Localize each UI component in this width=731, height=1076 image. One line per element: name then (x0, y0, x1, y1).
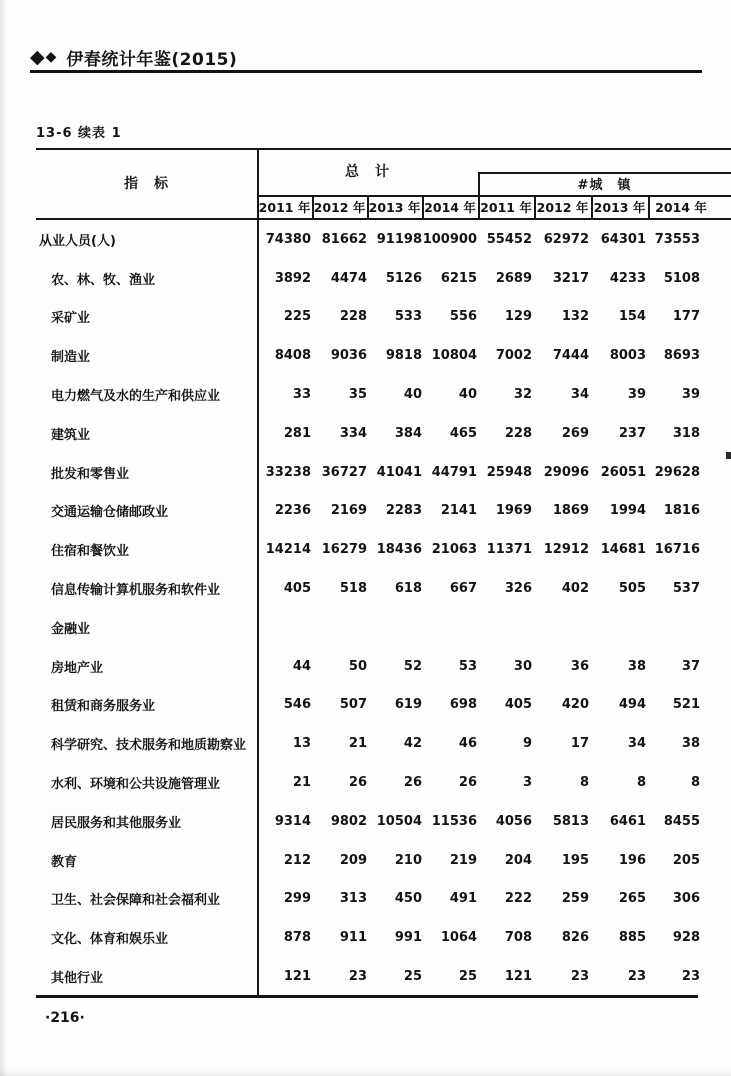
year-header-cell: 2011 年 (480, 199, 532, 215)
value-cell: 40 (403, 387, 422, 403)
row-label-cell: 租赁和商务服务业 (51, 699, 156, 715)
value-cell: 23 (348, 969, 367, 985)
value-cell: 81662 (321, 231, 367, 247)
value-cell: 35 (348, 387, 367, 403)
row-label-cell: 科学研究、技术服务和地质勘察业 (51, 738, 247, 754)
value-cell: 1969 (495, 503, 532, 519)
row-label-cell: 文化、体育和娱乐业 (51, 932, 169, 948)
value-cell: 36727 (321, 464, 367, 480)
value-cell: 619 (394, 697, 422, 713)
value-cell: 225 (283, 309, 311, 325)
value-cell: 121 (504, 969, 532, 985)
table-row (36, 841, 731, 880)
value-cell: 9 (522, 736, 532, 752)
value-cell: 1869 (552, 503, 589, 519)
value-cell: 14214 (265, 542, 311, 558)
year-header-cell: 2014 年 (655, 199, 707, 215)
value-cell: 405 (504, 697, 532, 713)
value-cell: 36 (570, 658, 589, 674)
value-cell: 420 (561, 697, 589, 713)
table-row (36, 957, 731, 996)
value-cell: 44 (292, 658, 311, 674)
value-cell: 33 (292, 387, 311, 403)
value-cell: 3892 (274, 270, 311, 286)
value-cell: 5126 (385, 270, 422, 286)
row-label-cell: 信息传输计算机服务和软件业 (51, 583, 221, 599)
value-cell: 7444 (552, 348, 589, 364)
value-cell: 885 (618, 930, 646, 946)
value-cell: 10504 (376, 813, 422, 829)
value-cell: 991 (394, 930, 422, 946)
value-cell: 259 (561, 891, 589, 907)
value-cell: 384 (394, 425, 422, 441)
value-cell: 9036 (330, 348, 367, 364)
value-cell: 64301 (600, 231, 646, 247)
value-cell: 23 (627, 969, 646, 985)
table-row (36, 918, 731, 957)
value-cell: 3217 (552, 270, 589, 286)
value-cell: 38 (627, 658, 646, 674)
value-cell: 212 (283, 852, 311, 868)
value-cell: 204 (504, 852, 532, 868)
value-cell: 91198 (376, 231, 422, 247)
value-cell: 8 (690, 775, 700, 791)
table-row (36, 686, 731, 725)
row-label-cell: 建筑业 (51, 427, 91, 443)
value-cell: 73553 (654, 231, 700, 247)
value-cell: 42 (403, 736, 422, 752)
value-cell: 6461 (609, 813, 646, 829)
table-row (36, 530, 731, 569)
table-row (36, 453, 731, 492)
row-label-cell: 教育 (51, 854, 78, 870)
value-cell: 928 (672, 930, 700, 946)
value-cell: 23 (570, 969, 589, 985)
value-cell: 14681 (600, 542, 646, 558)
table-row (36, 220, 731, 259)
value-cell: 5108 (663, 270, 700, 286)
value-cell: 29628 (654, 464, 700, 480)
year-header-cell: 2014 年 (424, 199, 476, 215)
row-label-cell: 农、林、牧、渔业 (51, 272, 156, 288)
group-header-urban: #城 镇 (577, 177, 632, 193)
value-cell: 21 (348, 736, 367, 752)
value-cell: 911 (339, 930, 367, 946)
value-cell: 21063 (431, 542, 477, 558)
value-cell: 26 (348, 775, 367, 791)
value-cell: 34 (627, 736, 646, 752)
value-cell: 8003 (609, 348, 646, 364)
table-body (36, 220, 731, 996)
value-cell: 618 (394, 581, 422, 597)
value-cell: 698 (449, 697, 477, 713)
value-cell: 269 (561, 425, 589, 441)
value-cell: 21 (292, 775, 311, 791)
value-cell: 334 (339, 425, 367, 441)
table-row (36, 298, 731, 337)
table-row (36, 569, 731, 608)
table-row (36, 608, 731, 647)
value-cell: 318 (672, 425, 700, 441)
table-row (36, 763, 731, 802)
value-cell: 16279 (321, 542, 367, 558)
table-row (36, 259, 731, 298)
value-cell: 23 (681, 969, 700, 985)
scan-edge-left (0, 0, 8, 1076)
value-cell: 41041 (376, 464, 422, 480)
value-cell: 46 (458, 736, 477, 752)
scan-edge-bottom (0, 1070, 731, 1076)
value-cell: 222 (504, 891, 532, 907)
year-header-cell: 2013 年 (593, 199, 646, 215)
value-cell: 17 (570, 736, 589, 752)
value-cell: 18436 (376, 542, 422, 558)
value-cell: 667 (449, 581, 477, 597)
row-label-cell: 房地产业 (51, 660, 104, 676)
year-header-cell: 2013 年 (368, 199, 421, 215)
row-label-cell: 交通运输仓储邮政业 (51, 505, 169, 521)
value-cell: 265 (618, 891, 646, 907)
row-label-cell: 电力燃气及水的生产和供应业 (51, 389, 221, 405)
value-cell: 177 (672, 309, 700, 325)
value-cell: 12912 (543, 542, 589, 558)
value-cell: 62972 (543, 231, 589, 247)
value-cell: 1994 (609, 503, 646, 519)
value-cell: 25 (403, 969, 422, 985)
value-cell: 29096 (543, 464, 589, 480)
value-cell: 121 (283, 969, 311, 985)
table-row (36, 414, 731, 453)
group-header-total: 总 计 (345, 163, 390, 180)
value-cell: 26051 (600, 464, 646, 480)
value-cell: 25 (458, 969, 477, 985)
value-cell: 6215 (440, 270, 477, 286)
value-cell: 30 (513, 658, 532, 674)
data-table (36, 148, 731, 998)
value-cell: 8455 (663, 813, 700, 829)
diamond-icon-small: ◆ (45, 49, 57, 65)
value-cell: 219 (449, 852, 477, 868)
row-label-cell: 金融业 (51, 621, 91, 637)
row-label-cell: 采矿业 (51, 311, 91, 327)
value-cell: 2236 (274, 503, 311, 519)
value-cell: 55452 (486, 231, 532, 247)
value-cell: 209 (339, 852, 367, 868)
table-row (36, 375, 731, 414)
value-cell: 52 (403, 658, 422, 674)
value-cell: 210 (394, 852, 422, 868)
yearbook-title: 伊春统计年鉴(2015) (66, 49, 238, 70)
value-cell: 195 (561, 852, 589, 868)
value-cell: 9802 (330, 813, 367, 829)
value-cell: 494 (618, 697, 646, 713)
table-label: 13-6 续表 1 (36, 126, 122, 141)
value-cell: 26 (403, 775, 422, 791)
value-cell: 205 (672, 852, 700, 868)
value-cell: 100900 (422, 231, 477, 247)
value-cell: 237 (618, 425, 646, 441)
value-cell: 53 (458, 658, 477, 674)
value-cell: 11536 (431, 813, 477, 829)
value-cell: 8408 (274, 348, 311, 364)
value-cell: 507 (339, 697, 367, 713)
value-cell: 8 (579, 775, 589, 791)
table-row (36, 880, 731, 919)
value-cell: 32 (513, 387, 532, 403)
header-rule (30, 70, 702, 73)
value-cell: 4056 (495, 813, 532, 829)
value-cell: 491 (449, 891, 477, 907)
value-cell: 306 (672, 891, 700, 907)
table-row (36, 492, 731, 531)
row-label-cell: 居民服务和其他服务业 (51, 815, 182, 831)
value-cell: 4233 (609, 270, 646, 286)
value-cell: 26 (458, 775, 477, 791)
value-cell: 533 (394, 309, 422, 325)
value-cell: 521 (672, 697, 700, 713)
value-cell: 34 (570, 387, 589, 403)
row-label-cell: 批发和零售业 (51, 466, 130, 482)
value-cell: 228 (339, 309, 367, 325)
diamond-icon: ◆ (30, 45, 45, 68)
value-cell: 74380 (265, 231, 311, 247)
value-cell: 228 (504, 425, 532, 441)
value-cell: 38 (681, 736, 700, 752)
value-cell: 402 (561, 581, 589, 597)
row-label-cell: 水利、环境和公共设施管理业 (51, 777, 221, 793)
value-cell: 37 (681, 658, 700, 674)
value-cell: 450 (394, 891, 422, 907)
value-cell: 5813 (552, 813, 589, 829)
indicator-header-cell: 指 标 (124, 176, 169, 192)
value-cell: 16716 (654, 542, 700, 558)
value-cell: 9314 (274, 813, 311, 829)
value-cell: 132 (561, 309, 589, 325)
value-cell: 505 (618, 581, 646, 597)
value-cell: 326 (504, 581, 532, 597)
row-label-cell: 制造业 (51, 350, 91, 366)
value-cell: 2141 (440, 503, 477, 519)
table-row (36, 724, 731, 763)
page-header (30, 44, 237, 70)
year-header-cell: 2012 年 (313, 199, 366, 215)
value-cell: 3 (522, 775, 532, 791)
table-row (36, 336, 731, 375)
value-cell: 13 (292, 736, 311, 752)
year-header-cell: 2012 年 (536, 199, 589, 215)
table-row (36, 802, 731, 841)
value-cell: 129 (504, 309, 532, 325)
year-header-cell: 2011 年 (258, 199, 311, 215)
value-cell: 2169 (330, 503, 367, 519)
row-label-cell: 从业人员(人) (39, 233, 116, 249)
row-label-cell: 卫生、社会保障和社会福利业 (51, 893, 221, 909)
value-cell: 40 (458, 387, 477, 403)
value-cell: 33238 (265, 464, 311, 480)
value-cell: 39 (627, 387, 646, 403)
value-cell: 4474 (330, 270, 367, 286)
row-label-cell: 其他行业 (51, 971, 104, 987)
value-cell: 1064 (440, 930, 477, 946)
value-cell: 313 (339, 891, 367, 907)
row-label-cell: 住宿和餐饮业 (51, 544, 130, 560)
value-cell: 405 (283, 581, 311, 597)
value-cell: 7002 (495, 348, 532, 364)
value-cell: 518 (339, 581, 367, 597)
value-cell: 8693 (663, 348, 700, 364)
table-row (36, 647, 731, 686)
value-cell: 465 (449, 425, 477, 441)
value-cell: 546 (283, 697, 311, 713)
page-number: ·216· (45, 1010, 85, 1026)
value-cell: 9818 (385, 348, 422, 364)
value-cell: 281 (283, 425, 311, 441)
value-cell: 537 (672, 581, 700, 597)
value-cell: 39 (681, 387, 700, 403)
value-cell: 154 (618, 309, 646, 325)
value-cell: 556 (449, 309, 477, 325)
value-cell: 196 (618, 852, 646, 868)
value-cell: 8 (636, 775, 646, 791)
value-cell: 708 (504, 930, 532, 946)
value-cell: 44791 (431, 464, 477, 480)
value-cell: 25948 (486, 464, 532, 480)
value-cell: 878 (283, 930, 311, 946)
value-cell: 299 (283, 891, 311, 907)
value-cell: 2689 (495, 270, 532, 286)
value-cell: 826 (561, 930, 589, 946)
value-cell: 50 (348, 658, 367, 674)
value-cell: 2283 (385, 503, 422, 519)
value-cell: 11371 (486, 542, 532, 558)
value-cell: 1816 (663, 503, 700, 519)
value-cell: 10804 (431, 348, 477, 364)
